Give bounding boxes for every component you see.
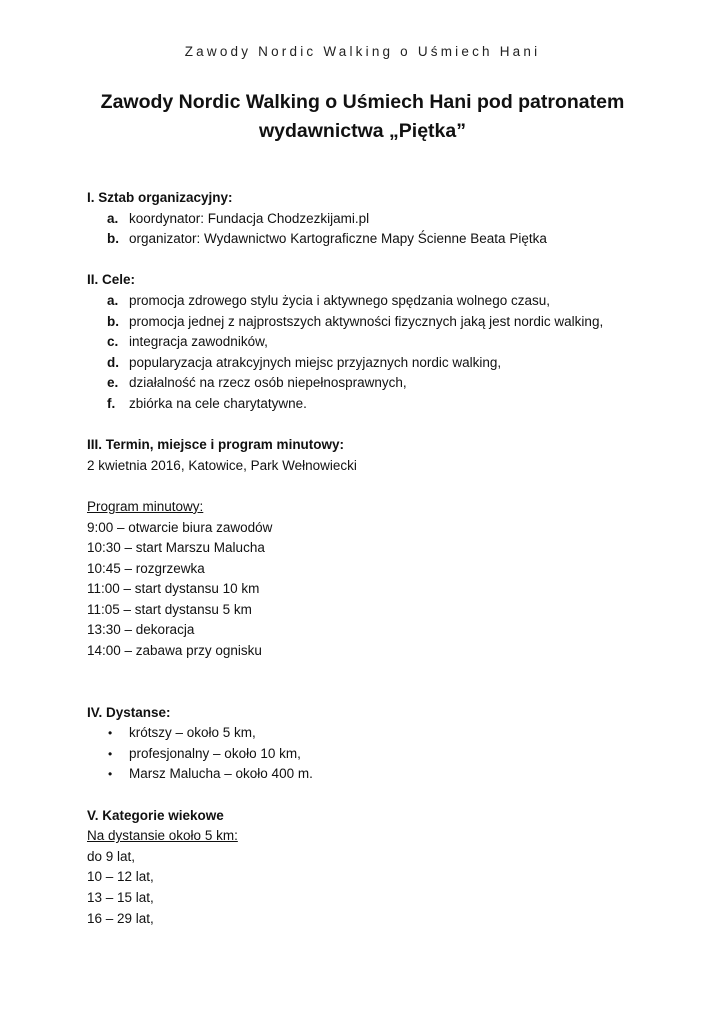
spacer: [87, 415, 677, 436]
list-item-text: koordynator: Fundacja Chodzezkijami.pl: [129, 210, 370, 226]
list-item-text: integracja zawodników,: [129, 334, 268, 350]
list-item-text: krótszy – około 5 km,: [129, 725, 256, 741]
age-category-item: 10 – 12 lat,: [87, 869, 154, 885]
spacer: [87, 476, 677, 497]
section-1-heading: I. Sztab organizacyjny:: [87, 190, 233, 205]
list-item: [87, 312, 677, 333]
list-marker: d.: [107, 354, 119, 370]
list-item-text: promocja zdrowego stylu życia i aktywnego spędzania wolnego czasu,: [129, 292, 550, 308]
list-item: [87, 332, 677, 353]
section-2-heading: II. Cele:: [87, 272, 136, 288]
spacer: [87, 662, 677, 703]
list-item-text: działalność na rzecz osób niepełnosprawnych,: [129, 375, 407, 391]
age-category-subheading: Na dystansie około 5 km:: [87, 828, 238, 844]
list-item-text: Marsz Malucha – około 400 m.: [129, 766, 313, 782]
list-marker: b.: [107, 313, 119, 329]
list-marker: a.: [107, 210, 119, 226]
list-item: [87, 229, 677, 250]
section-5-heading: V. Kategorie wiekowe: [87, 807, 224, 823]
list-item: [87, 394, 677, 415]
running-header: Zawody Nordic Walking o Uśmiech Hani: [184, 44, 541, 59]
document-body: [87, 188, 677, 929]
bullet-icon: •: [108, 767, 113, 782]
document-title: [60, 88, 665, 146]
age-category-item: 16 – 29 lat,: [87, 910, 154, 926]
program-item: 13:30 – dekoracja: [87, 622, 195, 638]
list-item-text: promocja jednej z najprostszych aktywności fizycznych jaką jest nordic walking,: [129, 313, 604, 329]
program-item: 14:00 – zabawa przy ognisku: [87, 643, 262, 659]
list-item: [87, 291, 677, 312]
age-category-item: 13 – 15 lat,: [87, 890, 154, 905]
section-4-heading: IV. Dystanse:: [87, 704, 171, 720]
list-item-text: zbiórka na cele charytatywne.: [129, 395, 307, 411]
title-line-2: wydawnictwa „Piętka”: [259, 120, 466, 142]
program-item: 11:00 – start dystansu 10 km: [87, 581, 260, 597]
list-marker: b.: [107, 231, 119, 247]
list-marker: e.: [107, 375, 119, 391]
bullet-icon: •: [108, 726, 113, 741]
list-marker: a.: [107, 292, 119, 308]
list-item-text: organizator: Wydawnictwo Kartograficzne Mapy Ścienne Beata Piętka: [129, 231, 547, 247]
spacer: [87, 250, 677, 271]
list-item-text: popularyzacja atrakcyjnych miejsc przyjaznych nordic walking,: [129, 354, 502, 370]
list-item: [87, 723, 677, 744]
list-item: [87, 373, 677, 394]
program-item: 11:05 – start dystansu 5 km: [87, 601, 252, 617]
list-item: [87, 209, 677, 230]
program-item: 10:45 – rozgrzewka: [87, 560, 205, 576]
event-date-place: 2 kwietnia 2016, Katowice, Park Wełnowiecki: [87, 457, 357, 473]
list-marker: c.: [107, 334, 119, 350]
list-item-text: profesjonalny – około 10 km,: [129, 745, 301, 761]
age-category-item: do 9 lat,: [87, 848, 136, 864]
list-item: [87, 764, 677, 785]
section-3-heading: III. Termin, miejsce i program minutowy:: [87, 437, 345, 453]
spacer: [87, 785, 677, 806]
program-heading: Program minutowy:: [87, 498, 204, 514]
program-item: 10:30 – start Marszu Malucha: [87, 540, 265, 556]
program-item: 9:00 – otwarcie biura zawodów: [87, 519, 273, 535]
list-item: [87, 744, 677, 765]
list-marker: f.: [107, 395, 116, 411]
title-line-1: Zawody Nordic Walking o Uśmiech Hani pod patronatem: [100, 91, 625, 113]
list-item: [87, 353, 677, 374]
bullet-icon: •: [108, 746, 113, 761]
